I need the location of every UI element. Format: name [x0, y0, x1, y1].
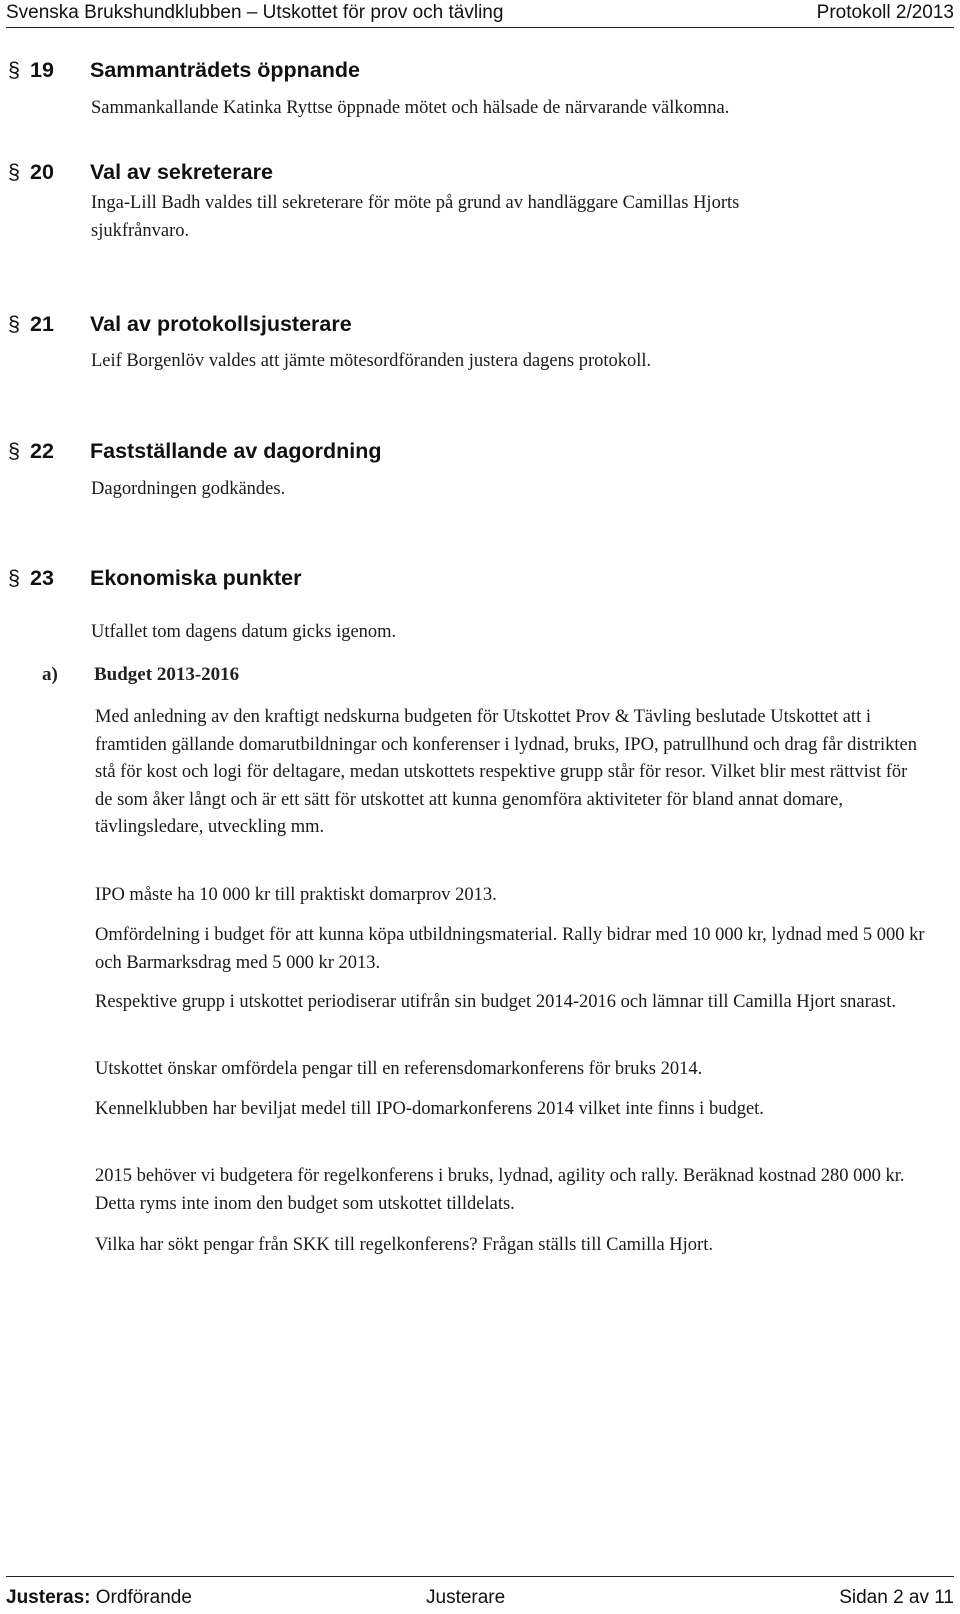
paragraph: Respektive grupp i utskottet periodiserar utifrån sin budget 2014-2016 och lämnar till Camilla Hjort snarast. [95, 992, 896, 1012]
paragraph: Vilka har sökt pengar från SKK till regelkonferens? Frågan ställs till Camilla Hjort. [95, 1235, 713, 1255]
footer-justeras-label: Justeras: [6, 1587, 91, 1608]
header-organization: Svenska Brukshundklubben – Utskottet för prov och tävling [6, 2, 504, 23]
paragraph: 2015 behöver vi budgetera för regelkonferens i bruks, lydnad, agility och rally. Beräknad kostnad 280 000 kr. Detta ryms inte inom den budget som utskottet tilldelats. [95, 1166, 905, 1214]
section-heading [8, 58, 360, 83]
footer-page-number: Sidan 2 av 11 [839, 1587, 954, 1608]
section-title: Ekonomiska punkter [90, 566, 302, 590]
footer-chair-label: Ordförande [95, 1587, 192, 1608]
paragraph: Utskottet önskar omfördela pengar till en referensdomarkonferens för bruks 2014. [95, 1059, 703, 1079]
section-number: 21 [30, 312, 54, 336]
subitem-title: Budget 2013-2016 [94, 664, 240, 685]
paragraph: IPO måste ha 10 000 kr till praktiskt domarprov 2013. [95, 885, 497, 905]
paragraph: Omfördelning i budget för att kunna köpa utbildningsmaterial. Rally bidrar med 10 000 kr, lydnad med 5 000 kr och Barmarksdrag med 5 000 kr 2013. [95, 925, 925, 973]
section-text: Utfallet tom dagens datum gicks igenom. [91, 622, 397, 642]
section-marker: § [8, 312, 20, 336]
page-header [6, 0, 954, 28]
section-marker: § [8, 439, 20, 463]
section-text: sjukfrånvaro. [91, 221, 190, 241]
section-marker: § [8, 58, 20, 82]
header-protocol-number: Protokoll 2/2013 [816, 2, 954, 23]
section-heading [8, 439, 382, 464]
paragraph: Med anledning av den kraftigt nedskurna budgeten för Utskottet Prov & Tävling beslutade Utskottet att i framtiden gällande domarutbildningar och konferenser i lydnad, bruks, IPO, patrullhund och drag får distrikten stå för kost och logi för deltagare, medan utskottets respektive grupp står för resor. Vilket blir mest rättvist för de som åker långt och är ett sätt för utskottet att kunna genomföra aktiviteter för bland annat domare, tävlingsledare, utveckling mm. [95, 707, 917, 837]
subitem-heading [42, 664, 239, 686]
section-text: Leif Borgenlöv valdes att jämte mötesordföranden justera dagens protokoll. [91, 351, 652, 371]
section-number: 19 [30, 58, 54, 82]
section-heading [8, 160, 273, 185]
section-text: Inga-Lill Badh valdes till sekreterare för möte på grund av handläggare Camillas Hjorts [91, 193, 740, 213]
section-number: 22 [30, 439, 54, 463]
section-marker: § [8, 566, 20, 590]
section-text: Sammankallande Katinka Ryttse öppnade mötet och hälsade de närvarande välkomna. [91, 98, 730, 118]
section-title: Fastställande av dagordning [90, 439, 382, 463]
section-title: Val av sekreterare [90, 160, 273, 184]
section-number: 23 [30, 566, 54, 590]
section-heading [8, 566, 301, 591]
footer-adjuster: Justerare [426, 1587, 506, 1608]
section-heading [8, 312, 352, 337]
section-title: Sammanträdets öppnande [90, 58, 360, 82]
subitem-letter: a) [42, 664, 58, 685]
footer-chair [6, 1587, 192, 1609]
section-number: 20 [30, 160, 54, 184]
paragraph: Kennelklubben har beviljat medel till IPO-domarkonferens 2014 vilket inte finns i budget. [95, 1099, 764, 1119]
section-marker: § [8, 160, 20, 184]
section-title: Val av protokollsjusterare [90, 312, 352, 336]
section-text: Dagordningen godkändes. [91, 479, 286, 499]
page-footer [6, 1576, 954, 1614]
